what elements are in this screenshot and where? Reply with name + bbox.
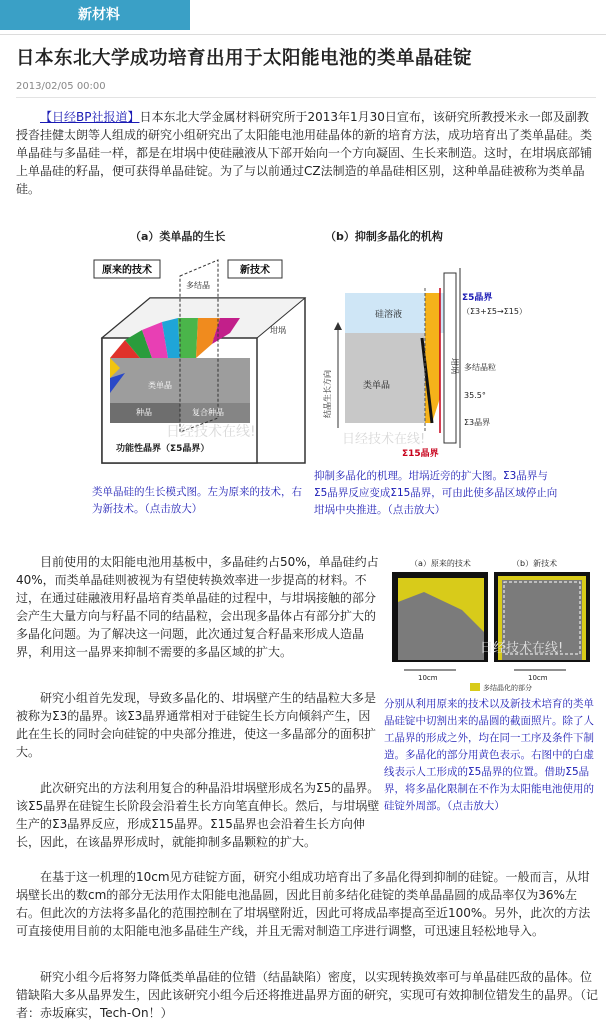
fig1-left-title: （a）类单晶的生长 <box>130 230 226 243</box>
quasi-label: 类单晶 <box>148 381 172 390</box>
fig2-old-label: （a）原来的技术 <box>410 559 471 568</box>
fig2-watermark: 日经技术在线! <box>480 641 564 656</box>
wafer-new-poly-top <box>498 576 586 580</box>
paragraph-5: 在基于这一机理的10cm见方硅锭方面，研究小组成功培育出了多晶化得到抑制的硅锭。一般而言，从坩埚壁长出的数cm的部分无法用作太阳能电池晶圆，因此目前多结化硅锭的类单晶晶圆的成品率仅为36%左右。但此次的方法将多晶化的范围控制在了坩埚壁附近，因此可将成品率提高至近100%。另外，此次的方法可直接使用目前的太阳能电池多晶硅生产线，并且无需对制造工序进行调整，可迅速且轻松地导入。 <box>16 870 591 938</box>
paragraph-intro-text: 日本东北大学金属材料研究所于2013年1月30日宣布，该研究所教授米永一郎及副教授沓挂健太朗等人组成的研究小组研究出了太阳能电池用硅晶体的新的培育方法，成功培育出了类单晶硅。类单晶硅与多晶硅一样，都是在坩埚中使硅融液从下部开始向一个方向凝固、生长来制造。这时，在坩埚底部铺上单晶硅的籽晶，便可获得单晶硅锭。为了与以前通过CZ法制造的单晶硅相区别，这种单晶硅被称为类单晶硅。 <box>16 110 593 196</box>
reaction-label: （Σ3+Σ5→Σ15） <box>462 307 527 316</box>
figure-growth-diagram[interactable] <box>80 218 555 478</box>
figure-wafer-photos[interactable] <box>384 552 598 694</box>
angle-label: 35.5° <box>464 391 486 400</box>
category-divider <box>0 34 606 35</box>
title-divider <box>16 97 596 98</box>
legend-label: 多结晶化的部分 <box>483 684 532 692</box>
poly-grain <box>178 318 198 358</box>
paragraph-6: 研究小组今后将努力降低类单晶硅的位错（结晶缺陷）密度，以实现转换效率可与单晶硅匹敌的晶体。位错缺陷大多从晶界发生，因此该研究小组今后还将推进晶界方面的研究，实现可有效抑制位错发生的晶界。（记者：赤坂麻实，Tech-On！） <box>16 970 599 1020</box>
poly-grain-label: 多结晶粒 <box>464 363 496 372</box>
category-tab[interactable]: 新材料 <box>0 0 190 30</box>
s3-label: Σ3晶界 <box>464 418 491 427</box>
paragraph-4: 此次研究出的方法利用复合的种晶沿坩埚壁形成名为Σ5的晶界。该Σ5晶界在硅锭生长阶段会沿着生长方向笔直伸长。然后，与坩埚壁生产的Σ3晶界反应，形成Σ15晶界。Σ15晶界也会沿着生长方向伸长，因此，在该晶界形成时，就能抑制多晶颗粒的扩大。 <box>16 781 380 849</box>
quasi-label-b: 类单晶 <box>363 381 391 391</box>
growth-dir-label: 结晶生长方向 <box>323 370 332 418</box>
paragraph-3: 研究小组首先发现，导致多晶化的、坩埚壁产生的结晶粒大多是被称为Σ3的晶界。该Σ3晶界通常相对于硅锭生长方向倾斜产生，因此在生长的同时会向硅锭的中央部分推进，使这一多晶部分的面积扩大。 <box>16 691 377 759</box>
scale-right-label: 10cm <box>528 674 548 682</box>
composite-seed-label: 复合种晶 <box>192 408 224 417</box>
fig2-caption[interactable]: 分别从利用原来的技术以及新技术培育的类单晶硅锭中切割出来的晶圆的截面照片。除了人工晶界的形成之外，均在同一工序及条件下制造。多晶化的部分用黄色表示。右图中的白虚线表示人工形成的Σ5晶界的位置。借助Σ5晶界，将多晶化限制在不作为太阳能电池使用的硅锭外周部。（点击放大） <box>384 698 594 812</box>
paragraph-2: 目前使用的太阳能电池用基板中，多晶硅约占50%，单晶硅约占40%，而类单晶硅则被视为有望使转换效率进一步提高的材料。不过，在通过硅融液用籽晶培育类单晶硅的过程中，与坩埚接触的部分会产生大量方向与籽晶不同的结晶粒，会出现多晶体占有部分扩大的多晶化问题。为了解决这一问题，此次通过复合籽晶来形成人造晶界，利用这一晶界来抑制不需要的多晶区域的扩大。 <box>16 555 379 659</box>
fig1-watermark-b: 日经技术在线! <box>342 432 426 447</box>
publish-date: 2013/02/05 00:00 <box>16 81 106 92</box>
paragraph-intro <box>16 108 598 198</box>
crucible-label: 坩埚 <box>270 326 286 335</box>
growth-arrow-head <box>334 322 342 330</box>
fig1-right-title: （b）抑制多晶化的机构 <box>325 230 443 243</box>
source-link[interactable]: 【日经BP社报道】 <box>40 110 140 124</box>
old-tech-label: 原来的技术 <box>102 265 152 276</box>
poly-label: 多结晶 <box>186 281 210 290</box>
legend-swatch <box>470 683 480 691</box>
scale-left-label: 10cm <box>418 674 438 682</box>
seed-label: 种晶 <box>136 408 152 417</box>
poly-region <box>425 293 440 333</box>
wafer-new-poly-right <box>582 576 586 660</box>
melt-label: 硅溶液 <box>375 310 403 320</box>
fig1-caption-left[interactable]: 类单晶硅的生长模式图。左为原来的技术，右为新技术。（点击放大） <box>92 486 302 515</box>
article-title: 日本东北大学成功培育出用于太阳能电池的类单晶硅锭 <box>16 48 473 69</box>
quasi-region-b <box>345 333 425 423</box>
s5-label: Σ5晶界 <box>462 293 493 303</box>
functional-gb-label: 功能性晶界（Σ5晶界） <box>116 444 210 454</box>
fig1-caption-right[interactable]: 抑制多晶化的机理。坩埚近旁的扩大图。Σ3晶界与Σ5晶界反应变成Σ15晶界，可由此使多晶区域停止向坩埚中央推进。（点击放大） <box>314 470 558 516</box>
new-tech-label: 新技术 <box>240 265 270 276</box>
s15-label: Σ15晶界 <box>402 449 439 459</box>
fig2-new-label: （b）新技术 <box>512 559 558 568</box>
crucible-label-b: 坩埚 <box>450 358 459 374</box>
fig1-watermark: 日经技术在线! <box>166 424 256 440</box>
